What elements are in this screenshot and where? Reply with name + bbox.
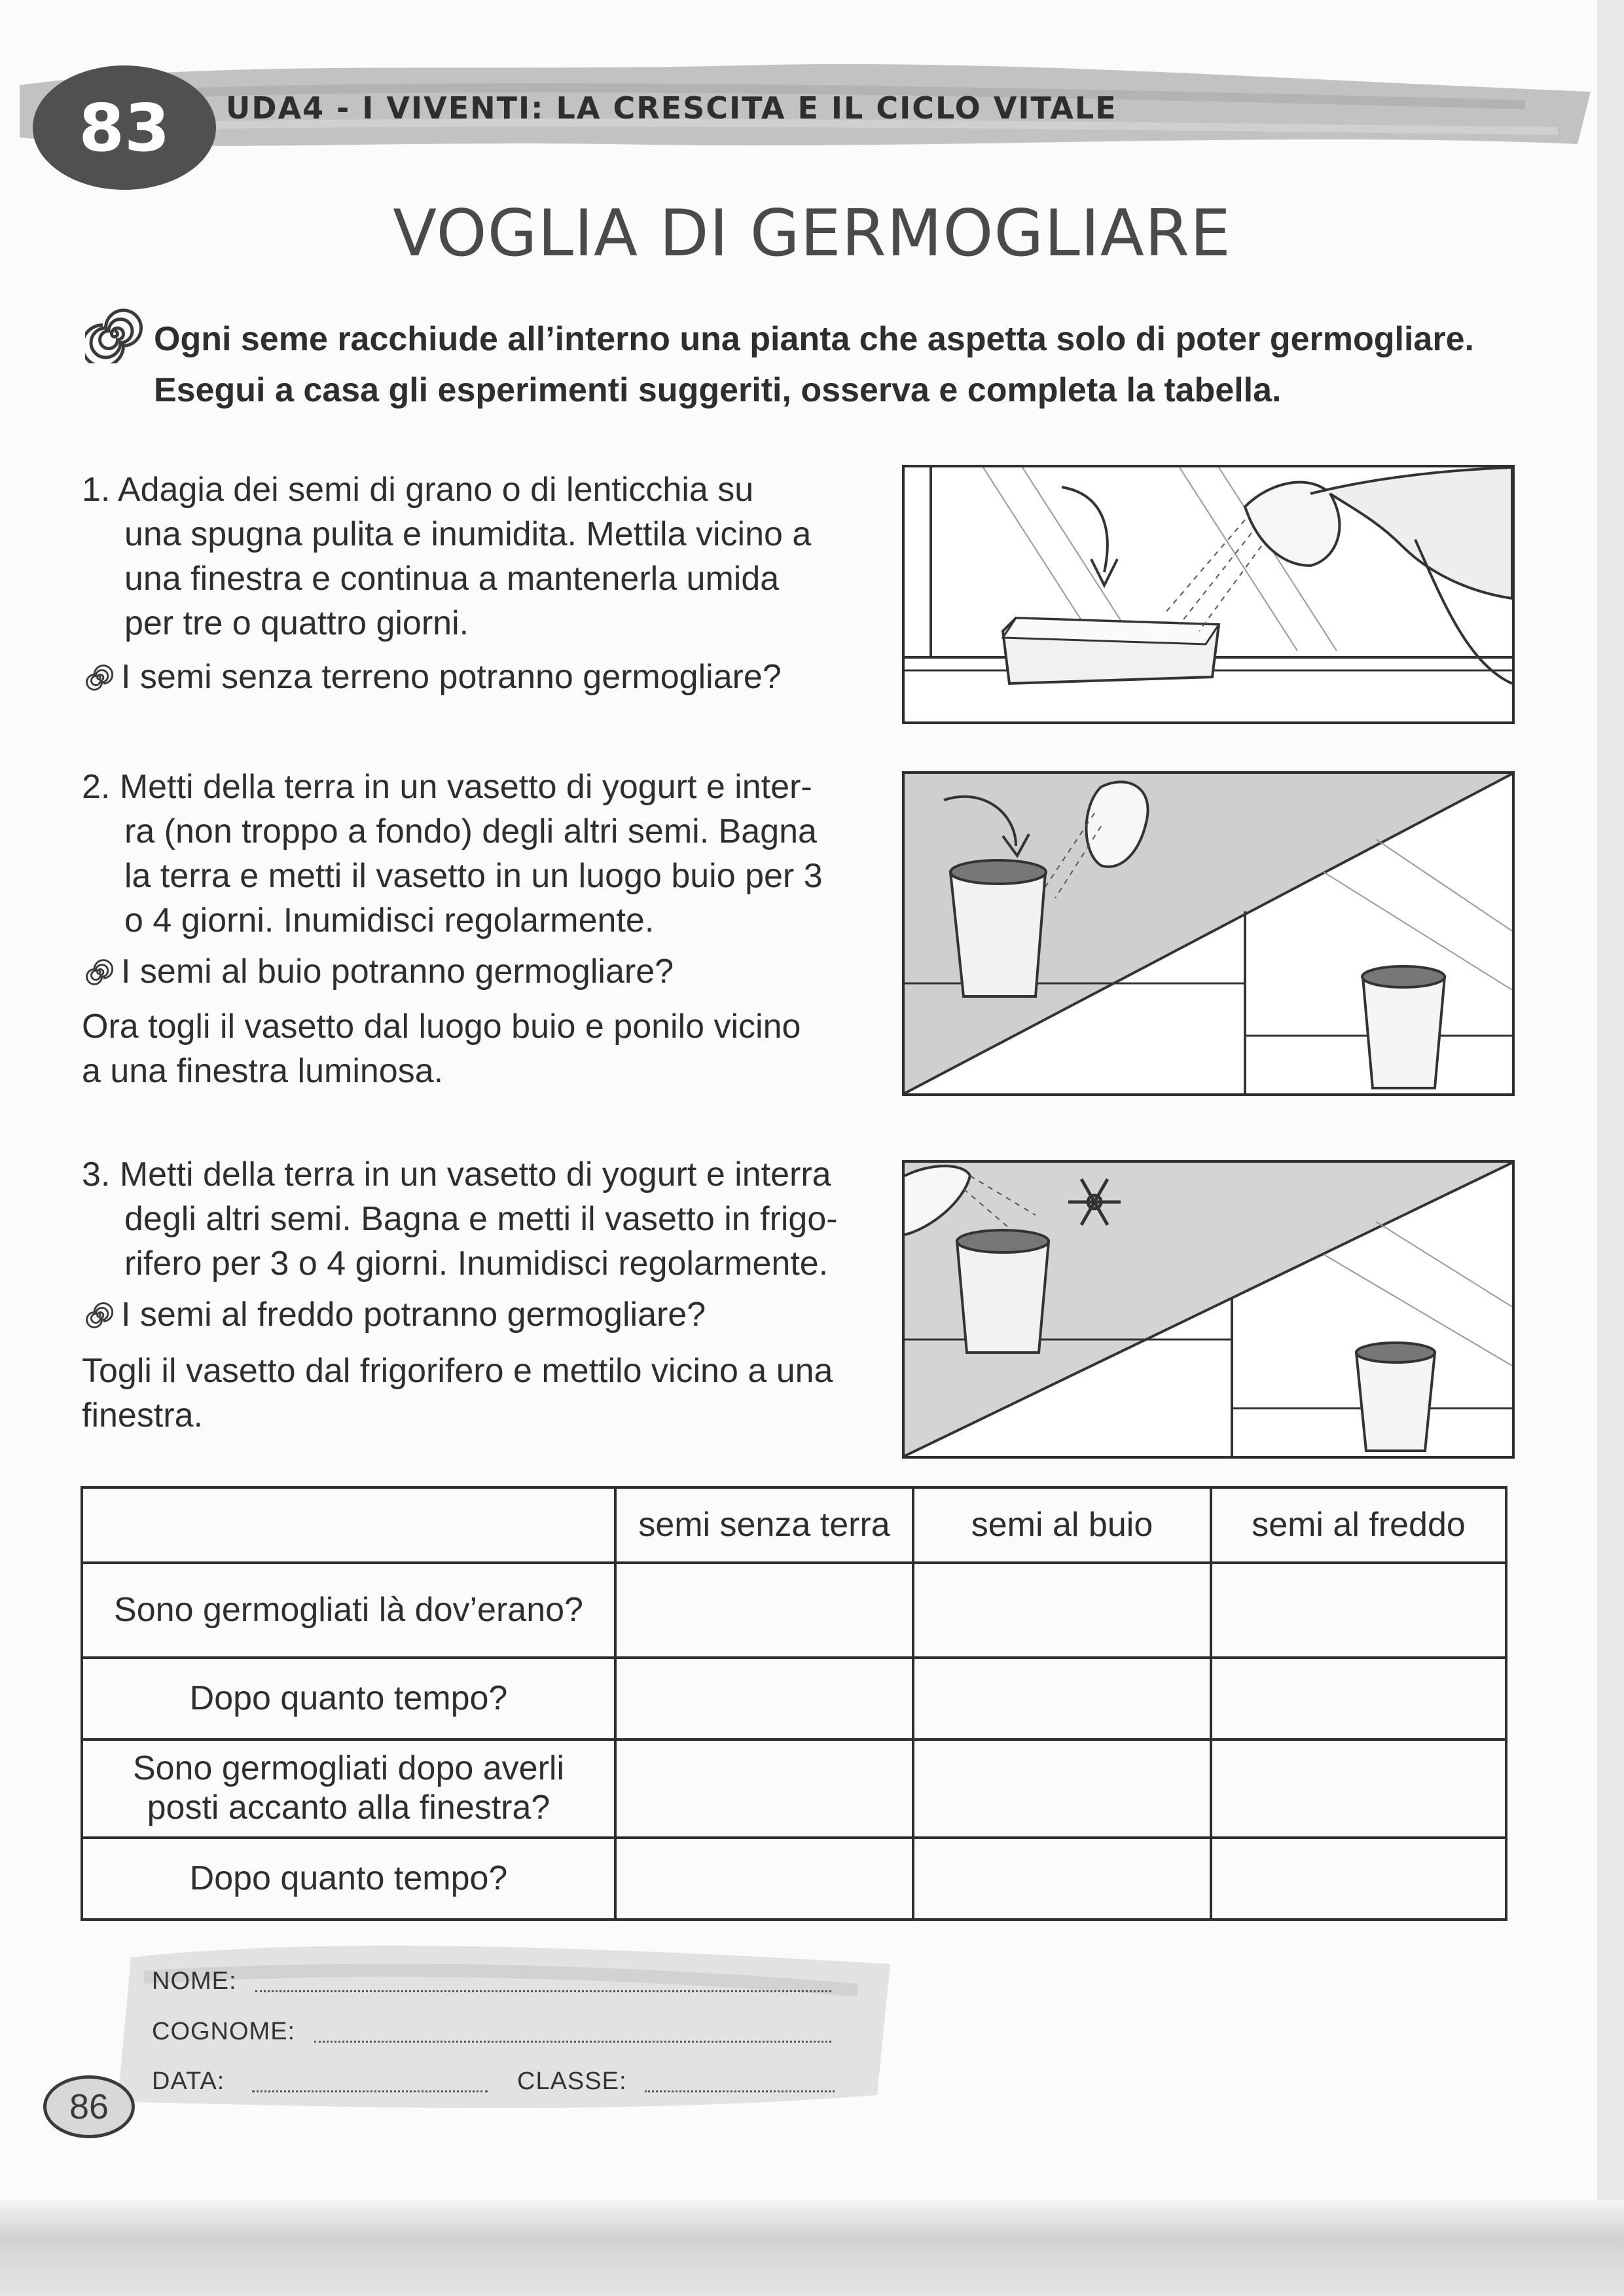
answer-cell[interactable] — [913, 1563, 1211, 1658]
answer-cell[interactable] — [1211, 1658, 1506, 1740]
page-badge: 83 — [33, 65, 216, 190]
exp2-line-2: ra (non troppo a fondo) degli altri semi. Bagna — [124, 812, 817, 850]
page-edge-bottom — [0, 2200, 1624, 2296]
table-header-cold: semi al freddo — [1211, 1487, 1506, 1563]
answer-cell[interactable] — [1211, 1740, 1506, 1838]
page-edge-right — [1597, 0, 1624, 2296]
class-field[interactable] — [645, 2090, 835, 2092]
exp1-line-2: una spugna pulita e inumidita. Mettila vicino a — [124, 515, 812, 553]
answer-cell[interactable] — [913, 1838, 1211, 1920]
exp3-question: I semi al freddo potranno germogliare? — [121, 1296, 706, 1334]
answer-cell[interactable] — [615, 1740, 913, 1838]
answer-cell[interactable] — [615, 1658, 913, 1740]
observation-table — [81, 1486, 1507, 1921]
page-number: 86 — [43, 2075, 135, 2138]
exp1-line-1: 1. Adagia dei semi di grano o di lenticchia su — [82, 471, 754, 509]
date-label: DATA: — [152, 2068, 225, 2095]
spiral-icon — [85, 304, 144, 363]
surname-field[interactable] — [314, 2041, 831, 2043]
table-row — [82, 1658, 1506, 1740]
exp2-line-3: la terra e metti il vasetto in un luogo buio per 3 — [124, 857, 823, 895]
row-label: Dopo quanto tempo? — [82, 1838, 615, 1920]
spiral-icon — [84, 1300, 114, 1330]
exp3-line-3: rifero per 3 o 4 giorni. Inumidisci regolarmente. — [124, 1245, 829, 1283]
exp2-line-4: o 4 giorni. Inumidisci regolarmente. — [124, 902, 655, 939]
table-header-no-soil: semi senza terra — [615, 1487, 913, 1563]
sponge-illustration — [902, 465, 1515, 724]
exp3-after-line-1: Togli il vasetto dal frigorifero e mettilo vicino a una — [82, 1352, 833, 1390]
exp1-line-3: una finestra e continua a mantenerla umida — [124, 560, 780, 598]
unit-title: UDA4 - I VIVENTI: LA CRESCITA E IL CICLO VITALE — [226, 90, 1117, 126]
table-header-corner — [82, 1487, 615, 1563]
row-label: Sono germogliati là dov’erano? — [82, 1563, 615, 1658]
cold-pot-illustration — [902, 1160, 1515, 1459]
table-header-dark: semi al buio — [913, 1487, 1211, 1563]
page-title: VOGLIA DI GERMOGLIARE — [393, 196, 1231, 271]
answer-cell[interactable] — [913, 1658, 1211, 1740]
exp3-after-line-2: finestra. — [82, 1396, 203, 1434]
class-label: CLASSE: — [517, 2068, 627, 2095]
spiral-icon — [84, 957, 114, 987]
table-row — [82, 1838, 1506, 1920]
intro-line-2: Esegui a casa gli esperimenti suggeriti, osserva e completa la tabella. — [154, 371, 1282, 409]
name-field[interactable] — [255, 1990, 831, 1992]
answer-cell[interactable] — [913, 1740, 1211, 1838]
surname-label: COGNOME: — [152, 2018, 296, 2045]
answer-cell[interactable] — [1211, 1838, 1506, 1920]
exp1-line-4: per tre o quattro giorni. — [124, 604, 469, 642]
exp3-line-2: degli altri semi. Bagna e metti il vasetto in frigo- — [124, 1200, 838, 1238]
exp1-question: I semi senza terreno potranno germogliare? — [121, 658, 782, 696]
answer-cell[interactable] — [615, 1838, 913, 1920]
exp2-after-line-2: a una finestra luminosa. — [82, 1052, 444, 1090]
intro-line-1: Ogni seme racchiude all’interno una pianta che aspetta solo di poter germogliare. — [154, 320, 1474, 358]
row-label: Dopo quanto tempo? — [82, 1658, 615, 1740]
date-field[interactable] — [252, 2090, 488, 2092]
exp3-line-1: 3. Metti della terra in un vasetto di yogurt e interra — [82, 1156, 831, 1194]
exp2-question: I semi al buio potranno germogliare? — [121, 953, 674, 991]
exp2-after-line-1: Ora togli il vasetto dal luogo buio e ponilo vicino — [82, 1008, 801, 1046]
answer-cell[interactable] — [615, 1563, 913, 1658]
row-label: Sono germogliati dopo averli posti accanto alla finestra? — [82, 1740, 615, 1838]
spiral-icon — [84, 663, 114, 693]
table-row — [82, 1740, 1506, 1838]
name-label: NOME: — [152, 1967, 237, 1995]
table-row — [82, 1563, 1506, 1658]
dark-pot-illustration — [902, 771, 1515, 1096]
answer-cell[interactable] — [1211, 1563, 1506, 1658]
exp2-line-1: 2. Metti della terra in un vasetto di yogurt e inter- — [82, 768, 812, 806]
